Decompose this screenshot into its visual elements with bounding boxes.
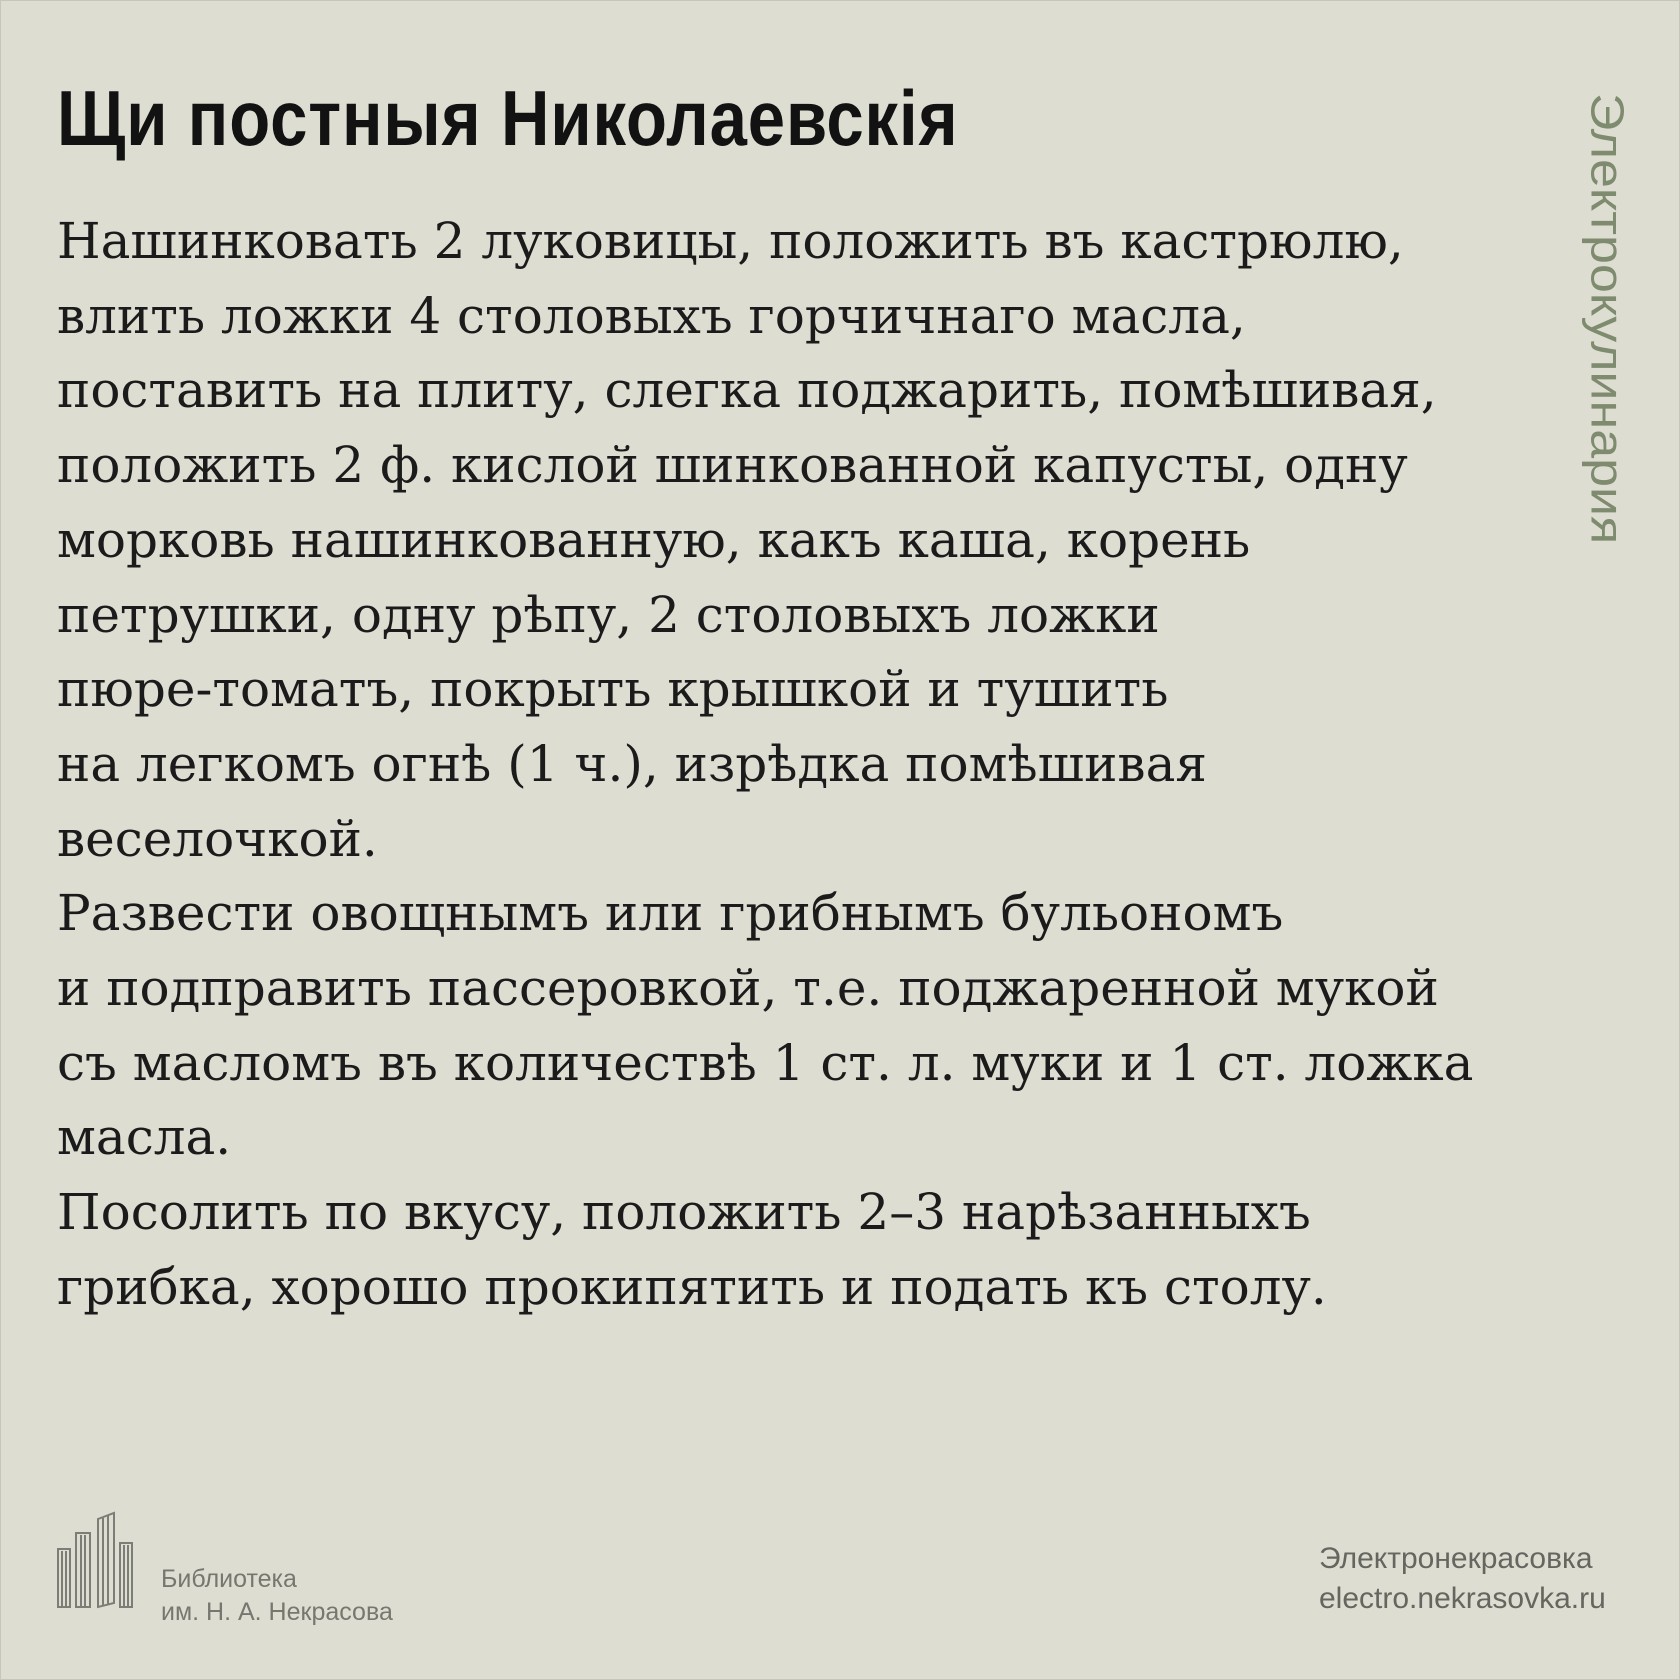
recipe-line: Развести овощнымъ или грибнымъ бульономъ — [57, 884, 1284, 943]
recipe-line: петрушки, одну рѣпу, 2 столовыхъ ложки — [57, 585, 1160, 644]
recipe-line: грибка, хорошо прокипятить и подать къ столу. — [57, 1257, 1327, 1316]
recipe-text — [57, 204, 1497, 1325]
recipe-line: масла. — [57, 1108, 232, 1167]
library-logo-icon — [56, 1511, 148, 1611]
recipe-line: на легкомъ огнѣ (1 ч.), изрѣдка помѣшивая — [57, 734, 1207, 793]
recipe-line: положить 2 ф. кислой шинкованной капусты, одну — [57, 436, 1408, 495]
library-name-line2: им. Н. А. Некрасова — [161, 1598, 393, 1626]
page-title: Щи постныя Николаевскія — [57, 74, 959, 162]
recipe-line: съ масломъ въ количествѣ 1 ст. л. муки и 1 ст. ложка — [57, 1033, 1474, 1092]
library-name — [161, 1563, 393, 1629]
recipe-line: и подправить пассеровкой, т.е. поджаренной мукой — [57, 959, 1439, 1018]
recipe-line: пюре-томатъ, покрыть крышкой и тушить — [57, 660, 1169, 719]
recipe-line: поставить на плиту, слегка поджарить, помѣшивая, — [57, 361, 1437, 420]
site-info — [1319, 1539, 1606, 1619]
recipe-line: Нашинковать 2 луковицы, положить въ кастрюлю, — [57, 212, 1404, 270]
library-name-line1: Библиотека — [161, 1565, 297, 1593]
recipe-line: морковь нашинкованную, какъ каша, корень — [57, 510, 1251, 569]
site-url[interactable]: electro.nekrasovka.ru — [1319, 1582, 1606, 1615]
recipe-line: Посолить по вкусу, положить 2–3 нарѣзанныхъ — [57, 1183, 1311, 1242]
recipe-line: влить ложки 4 столовыхъ горчичнаго масла, — [57, 286, 1246, 345]
site-name: Электронекрасовка — [1319, 1542, 1593, 1575]
side-label: Электрокулинария — [1580, 93, 1634, 545]
recipe-line: веселочкой. — [57, 809, 378, 868]
